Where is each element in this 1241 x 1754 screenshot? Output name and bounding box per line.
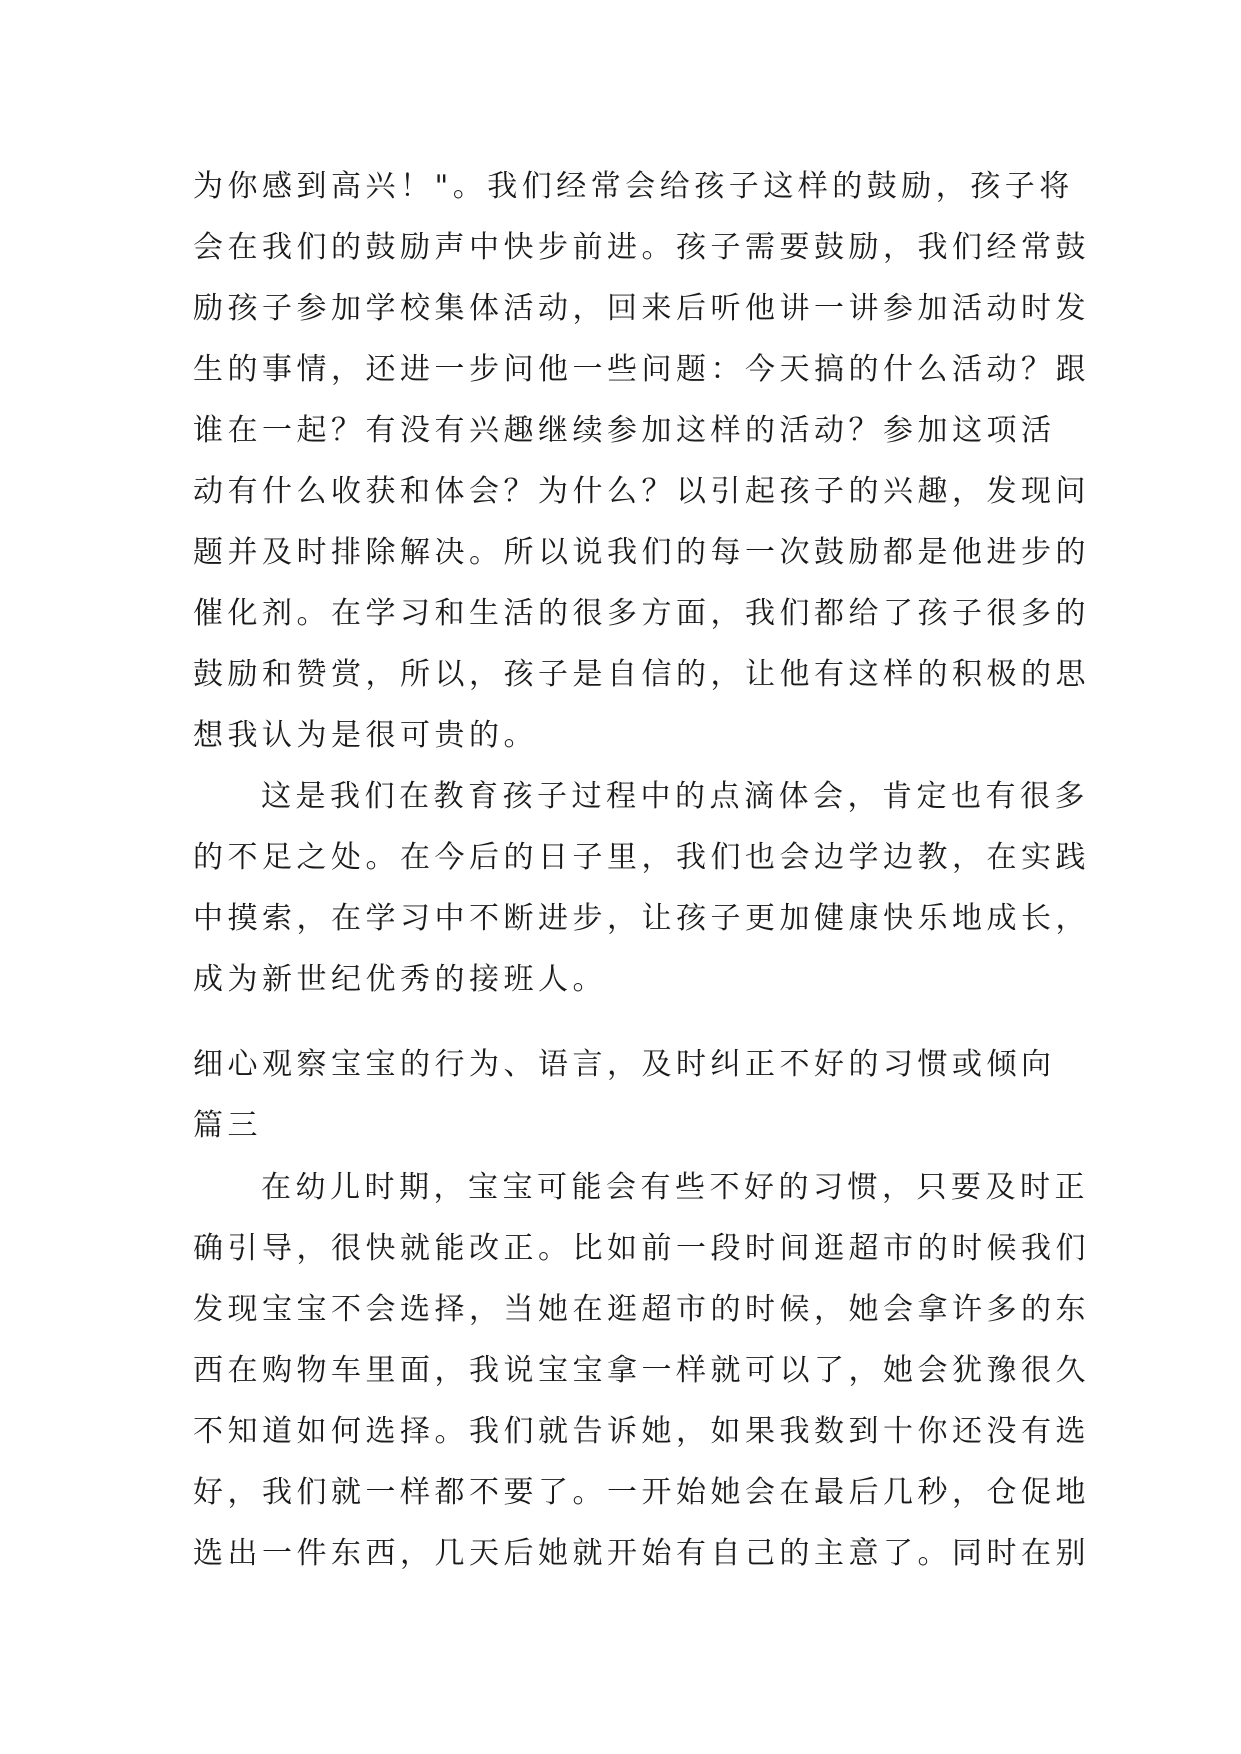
paragraph-line: 西在购物车里面，我说宝宝拿一样就可以了，她会犹豫很久 <box>193 1353 1090 1388</box>
paragraph-line: 鼓励和赞赏，所以，孩子是自信的，让他有这样的积极的思 <box>193 657 1090 692</box>
paragraph-line-indented: 这是我们在教育孩子过程中的点滴体会，肯定也有很多 <box>261 779 1089 814</box>
paragraph-line: 催化剂。在学习和生活的很多方面，我们都给了孩子很多的 <box>193 596 1090 631</box>
body-text-upper <box>193 156 1090 1010</box>
paragraph-line: 谁在一起？有没有兴趣继续参加这样的活动？参加这项活 <box>193 413 1056 448</box>
heading-line: 细心观察宝宝的行为、语言，及时纠正不好的习惯或倾向 <box>193 1047 1056 1082</box>
paragraph-line: 励孩子参加学校集体活动，回来后听他讲一讲参加活动时发 <box>193 291 1090 326</box>
paragraph-line: 发现宝宝不会选择，当她在逛超市的时候，她会拿许多的东 <box>193 1292 1090 1327</box>
paragraph-line: 不知道如何选择。我们就告诉她，如果我数到十你还没有选 <box>193 1414 1090 1449</box>
paragraph-line: 确引导，很快就能改正。比如前一段时间逛超市的时候我们 <box>193 1231 1090 1266</box>
paragraph-line: 题并及时排除解决。所以说我们的每一次鼓励都是他进步的 <box>193 535 1090 570</box>
heading-line: 篇三 <box>193 1108 262 1143</box>
paragraph-line: 成为新世纪优秀的接班人。 <box>193 962 607 997</box>
body-text-lower <box>193 1157 1090 1584</box>
paragraph-line: 生的事情，还进一步问他一些问题：今天搞的什么活动？跟 <box>193 352 1090 387</box>
paragraph-line: 想我认为是很可贵的。 <box>193 718 538 753</box>
paragraph-line: 动有什么收获和体会？为什么？以引起孩子的兴趣，发现问 <box>193 474 1090 509</box>
paragraph-line: 的不足之处。在今后的日子里，我们也会边学边教，在实践 <box>193 840 1090 875</box>
paragraph-line: 选出一件东西，几天后她就开始有自己的主意了。同时在别 <box>193 1536 1090 1571</box>
paragraph-line: 好，我们就一样都不要了。一开始她会在最后几秒，仓促地 <box>193 1475 1090 1510</box>
paragraph-line: 为你感到高兴！"。我们经常会给孩子这样的鼓励，孩子将 <box>193 169 1074 204</box>
paragraph-line: 会在我们的鼓励声中快步前进。孩子需要鼓励，我们经常鼓 <box>193 230 1090 265</box>
section-heading <box>193 1034 1073 1156</box>
paragraph-line-indented: 在幼儿时期，宝宝可能会有些不好的习惯，只要及时正 <box>261 1170 1089 1205</box>
paragraph-line: 中摸索，在学习中不断进步，让孩子更加健康快乐地成长， <box>193 901 1090 936</box>
